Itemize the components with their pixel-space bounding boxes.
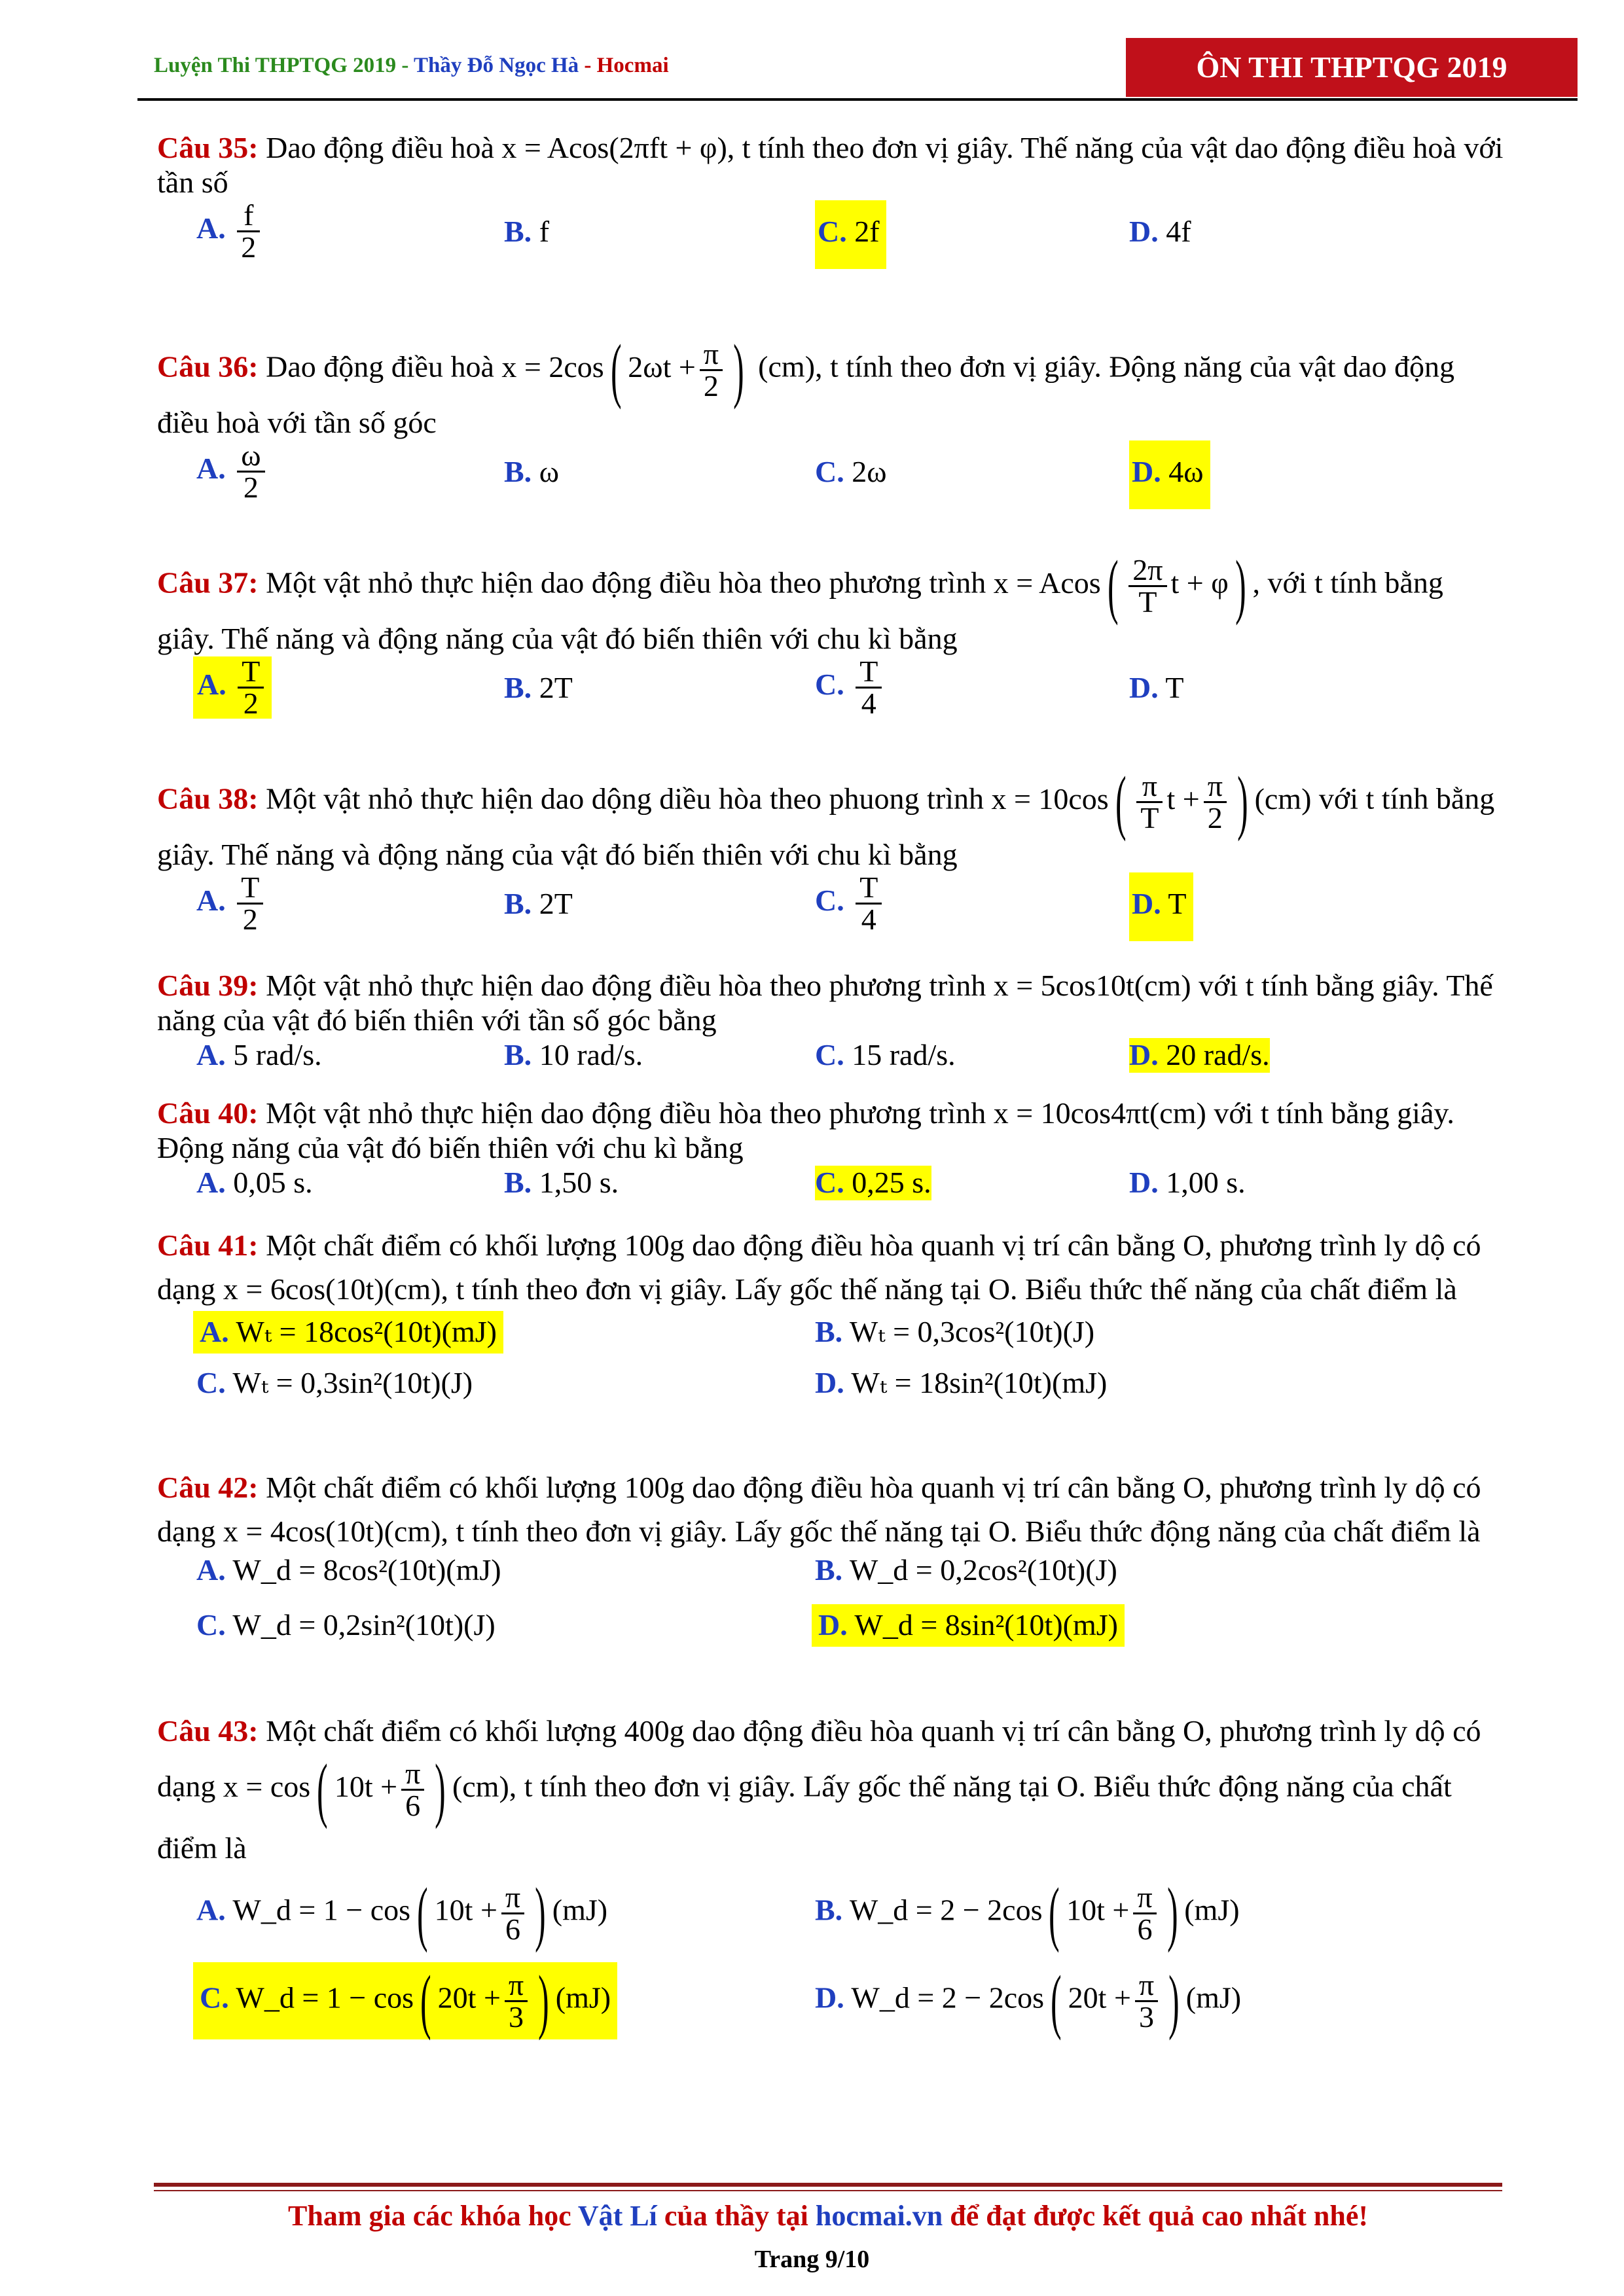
paren-close: ) [435,1749,446,1829]
question-stem-end: (cm), t tính theo đơn vị giây. Động năng của vật dao động điều hoà với tần số góc [157,350,1454,439]
eq-unit: (mJ) [552,1893,608,1927]
option-value: 1,00 s. [1166,1165,1246,1199]
question-stem: Một chất điểm có khối lượng 400g dao động điều hòa quanh vị trí cân bằng O, phương trình ly dộ có dạng [157,1714,1481,1803]
eq-unit: (cm) [452,1769,509,1803]
option-d[interactable] [815,1366,1107,1401]
question-stem-end: với t tính bằng giây. Động năng của vật đó biến thiên với chu kì bằng [157,1096,1454,1164]
option-d[interactable] [1129,671,1184,706]
question-42 [157,1466,1506,1708]
fraction [856,872,882,935]
fraction [237,200,260,262]
question-stem-end: , với t tính bằng giây. Thế năng và động năng của vật đó biến thiên với chu kì bằng [157,565,1443,655]
header-divider [137,98,1578,101]
numerator: π [401,1759,424,1791]
paren-open: ( [420,1961,431,2041]
option-value: 4ω [1168,454,1204,488]
question-label: Câu 39: [157,969,259,1002]
denominator: 3 [509,2000,524,2034]
eq-part: 10t + [334,1769,398,1803]
question-stem-end: , t tính theo đơn vị giây. Lấy gốc thế năng tại O. Biểu thức thế năng của chất điểm là [441,1272,1457,1306]
denominator: 6 [1137,1912,1153,1946]
denominator: T [1140,800,1159,834]
fraction [238,656,264,719]
option-letter: D. [1129,1165,1159,1199]
option-a-correct[interactable] [193,1311,503,1354]
option-letter: A. [200,1315,229,1349]
paren-open: ( [610,330,622,410]
option-b[interactable] [815,1315,1094,1350]
option-letter: A. [196,1037,226,1071]
numerator: π [1135,1970,1158,2002]
header-site: Hocmai [596,54,669,77]
question-stem: Một chất điểm có khối lượng 100g dao động điều hòa quanh vị trí cân bằng O, phương trình ly dộ có dạng [157,1229,1481,1306]
option-letter: D. [1129,214,1159,248]
fraction [501,1882,524,1945]
header-teacher: Thầy Đỗ Ngọc Hà [414,54,579,77]
eq-part: 20t + [1068,1981,1131,2015]
option-letter: B. [504,886,532,920]
option-letter: C. [815,667,844,701]
question-stem-end: , t tính theo đơn vị giây. Lấy gốc thế năng tại O. Biểu thức động năng của chất điểm là [441,1514,1481,1548]
option-letter: C. [815,1165,844,1199]
denominator: T [1138,584,1157,619]
option-letter: B. [815,1553,843,1587]
fraction [505,1967,528,2034]
option-d[interactable] [815,1961,1242,2041]
option-letter: B. [504,670,532,704]
options [157,1166,1506,1202]
eq-part: t + φ [1170,565,1229,600]
option-c-correct[interactable] [815,1166,931,1200]
option-value: W_d = 0,2sin²(10t)(J) [232,1608,496,1642]
option-letter: A. [196,211,226,245]
option-letter: B. [504,214,532,248]
paren-close: ) [1168,1961,1180,2041]
fraction [237,872,263,935]
eq-part: x = cos [223,1769,311,1803]
denominator: 2 [243,470,259,504]
fraction [401,1756,424,1822]
question-label: Câu 36: [157,350,259,384]
denominator: 6 [505,1912,521,1946]
denominator: 2 [1207,800,1223,834]
equation: x = 6cos(10t)(cm) [223,1272,441,1306]
option-b[interactable] [504,1038,643,1073]
header-sep: - [396,54,414,77]
question-text [157,1708,1506,1871]
question-stem-end: , t tính theo đơn vị giây. Thế năng của vật dao động điều hoà với tần số [157,131,1504,199]
equation [501,330,750,410]
option-letter: D. [1132,454,1161,488]
eq-part: 20t + [437,1981,501,2015]
question-label: Câu 38: [157,781,259,816]
numerator: π [700,339,723,371]
option-letter: D. [815,1366,844,1400]
eq-part: 10t + [434,1893,497,1927]
question-stem: Một vật nhỏ thực hiện dao động điều hòa theo phương trình [258,565,994,600]
option-letter: D. [1129,1037,1159,1071]
fraction [1133,1882,1156,1945]
paren-close: ) [1236,762,1248,842]
numerator: π [505,1970,528,2002]
footer-text: của thầy tại [657,2200,816,2232]
footer-text: để đạt được kết quả cao nhất nhé! [943,2200,1368,2232]
option-value: 4f [1166,214,1191,248]
option-value: W_d = 0,2cos²(10t)(J) [849,1553,1117,1587]
eq-part: x = 2cos [501,350,604,384]
fraction [1128,552,1166,619]
eq-unit: (mJ) [1184,1893,1240,1927]
fraction [856,656,882,719]
option-c[interactable] [815,1038,956,1073]
page-number: Trang 9/10 [754,2246,870,2273]
option-letter: D. [1132,886,1161,920]
header-course: Luyện Thi THPTQG 2019 [154,54,397,77]
option-a[interactable] [196,1038,322,1073]
footer-promo [154,2199,1502,2233]
equation: x = 4cos(10t)(cm) [223,1514,441,1548]
options [157,1038,1506,1074]
question-text [157,969,1506,1038]
eq-part: W_d = 1 − cos [232,1893,411,1927]
denominator: 2 [243,686,259,720]
option-a[interactable] [196,1553,501,1588]
fraction [1136,768,1163,834]
question-39 [157,969,1506,1096]
question-stem: Một vật nhỏ thực hiện dao động điều hòa theo phương trình [258,1096,994,1130]
option-letter: B. [815,1315,843,1349]
numerator: π [501,1882,524,1914]
question-stem-end: , t tính theo đơn vị giây. Lấy gốc thế năng tại O. Biểu thức động năng của chất điểm là [157,1769,1452,1865]
option-letter: C. [815,454,844,488]
paren-open: ( [1049,1873,1060,1953]
eq-part: 10t + [1066,1893,1130,1927]
eq-part: W_d = 1 − cos [236,1981,414,2015]
question-stem-end: với t tính bằng giây. Thế năng và động năng của vật đó biến thiên với chu kì bằng [157,781,1495,871]
option-letter: B. [504,1165,532,1199]
option-a[interactable] [196,200,264,262]
option-letter: C. [815,883,844,917]
option-b[interactable] [815,1873,1240,1953]
numerator: T [237,872,263,905]
option-letter: A. [196,451,226,485]
options [157,200,1506,272]
question-35 [157,131,1506,334]
option-value: 2T [539,670,573,704]
option-d-correct[interactable] [1129,872,1193,941]
paren-close: ) [535,1873,546,1953]
option-letter: B. [504,1037,532,1071]
option-value: 2T [539,886,573,920]
fraction-2 [1204,768,1227,834]
numerator: T [238,656,264,689]
question-stem: Một chất điểm có khối lượng 100g dao động điều hòa quanh vị trí cân bằng O, phương trình ly dộ có dạng [157,1471,1481,1548]
eq-unit: (cm) [1254,781,1312,816]
fraction [700,336,723,403]
option-value: 0,25 s. [852,1165,931,1199]
option-d[interactable] [1129,1166,1246,1200]
paren-open: ( [317,1749,328,1829]
eq-unit: (mJ) [555,1981,611,2015]
option-value: T [1165,670,1184,704]
paren-close: ) [733,330,744,410]
numerator: T [856,656,882,689]
question-label: Câu 35: [157,131,259,164]
option-b[interactable] [504,215,549,249]
question-stem: Dao động điều hoà [258,131,502,164]
question-40 [157,1096,1506,1224]
option-a[interactable] [196,872,267,935]
eq-part: t + [1166,781,1200,816]
option-value: W_d = 8cos²(10t)(mJ) [232,1553,501,1587]
option-c[interactable] [196,1608,496,1643]
option-value: 2ω [852,454,887,488]
option-letter: A. [196,1553,226,1587]
option-a[interactable] [196,1166,313,1200]
option-c[interactable] [815,455,887,490]
fraction [237,440,264,503]
question-38 [157,762,1506,969]
option-letter: D. [818,1608,848,1642]
option-value: Wₜ = 0,3sin²(10t)(J) [232,1366,473,1400]
question-stem: Một vật nhỏ thực hiện dao động điều hòa theo phương trình [258,969,994,1002]
question-36 [157,330,1506,550]
option-b[interactable] [815,1553,1117,1588]
question-text [157,131,1506,200]
option-d-correct[interactable] [1129,1038,1270,1073]
question-37 [157,546,1506,766]
option-c-correct[interactable] [193,1962,617,2039]
question-list [157,131,1506,2075]
fraction [1135,1967,1158,2034]
options [157,872,1506,944]
option-value: 10 rad/s. [539,1037,643,1071]
footer-divider-thin [154,2190,1502,2191]
header-left [154,54,669,78]
equation: x = 5cos10t(cm) [993,969,1191,1002]
footer-subject: Vật Lí [577,2200,657,2232]
paren-open: ( [1107,546,1119,626]
header-sep-2: - [579,54,597,77]
option-value: ω [539,454,559,488]
option-c[interactable] [196,1366,473,1401]
question-text [157,546,1506,656]
question-label: Câu 42: [157,1471,259,1504]
denominator: 6 [405,1788,421,1822]
header-banner: ÔN THI THPTQG 2019 [1126,38,1578,97]
option-b[interactable] [504,455,559,490]
option-letter: D. [815,1981,844,2015]
option-value: 5 rad/s. [233,1037,322,1071]
denominator: 4 [861,902,876,936]
option-letter: C. [815,1037,844,1071]
paren-open: ( [1051,1961,1062,2041]
question-stem-end: với t tính bằng giây. Thế năng của vật đó biến thiên với tần số góc bằng [157,969,1493,1037]
question-43 [157,1708,1506,2075]
option-a[interactable] [196,1873,608,1953]
equation [993,546,1253,626]
option-letter: C. [818,214,847,248]
option-b[interactable] [504,887,573,922]
option-value: Wₜ = 18sin²(10t)(mJ) [851,1366,1108,1400]
equation [223,1749,509,1829]
equation: x = 10cos4πt(cm) [993,1096,1206,1130]
numerator: π [1133,1882,1156,1914]
option-d-correct[interactable] [1129,440,1210,509]
question-text [157,762,1506,872]
numerator: π [1136,771,1163,803]
question-label: Câu 40: [157,1096,259,1130]
option-value: 1,50 s. [539,1165,619,1199]
eq-part: x = Acos [993,565,1101,600]
equation: x = Acos(2πft + φ) [501,131,727,164]
question-label: Câu 37: [157,565,259,600]
option-value: Wₜ = 0,3cos²(10t)(J) [849,1315,1095,1349]
options [157,440,1506,512]
denominator: 2 [241,230,257,264]
option-value: f [539,214,550,248]
option-letter: A. [196,883,226,917]
numerator: 2π [1128,555,1166,587]
option-value: 0,05 s. [233,1165,313,1199]
eq-part: W_d = 2 − 2cos [851,1981,1045,2015]
paren-close: ) [538,1961,549,2041]
paren-open: ( [1115,762,1127,842]
question-stem: Dao động điều hoà [258,350,502,384]
option-c-correct[interactable] [815,200,886,269]
option-c[interactable] [815,656,886,719]
option-b[interactable] [504,671,573,706]
question-41 [157,1224,1506,1466]
question-label: Câu 41: [157,1229,259,1262]
equation [991,762,1312,842]
option-value: 20 rad/s. [1166,1037,1270,1071]
question-text [157,330,1506,440]
question-text [157,1224,1506,1311]
option-letter: A. [196,1893,226,1927]
paren-open: ( [417,1873,428,1953]
option-value: 15 rad/s. [852,1037,956,1071]
footer-text: Tham gia các khóa học [288,2200,578,2232]
numerator: f [237,200,260,232]
option-letter: C. [196,1366,226,1400]
option-letter: C. [196,1608,226,1642]
option-value: W_d = 8sin²(10t)(mJ) [854,1608,1118,1642]
option-letter: A. [197,667,226,701]
option-a[interactable] [196,440,269,503]
footer-divider [154,2183,1502,2187]
denominator: 3 [1139,2000,1155,2034]
numerator: T [856,872,882,905]
option-letter: A. [196,1165,226,1199]
numerator: π [1204,771,1227,803]
eq-part: W_d = 2 − 2cos [849,1893,1043,1927]
question-text [157,1096,1506,1166]
option-d-correct[interactable] [812,1604,1125,1647]
paren-close: ) [1235,546,1246,626]
eq-unit: (mJ) [1185,1981,1242,2015]
option-letter: D. [1129,670,1159,704]
options [157,1311,1506,1416]
numerator: ω [237,440,264,473]
paren-close: ) [1166,1873,1178,1953]
option-c[interactable] [815,872,886,935]
question-text [157,1466,1506,1553]
question-label: Câu 43: [157,1714,259,1748]
option-b[interactable] [504,1166,619,1200]
option-letter: B. [815,1893,843,1927]
footer-site-link[interactable]: hocmai.vn [815,2200,943,2232]
options [157,656,1506,728]
eq-part: x = 10cos [991,781,1109,816]
denominator: 2 [242,902,258,936]
options [157,1873,1506,2073]
option-a-correct[interactable] [193,656,272,719]
eq-part: 2ωt + [628,350,696,384]
question-stem: Một vật nhỏ thực hiện dao dộng diều hòa theo phuong trình [258,781,992,816]
option-value: Wₜ = 18cos²(10t)(mJ) [236,1315,497,1349]
option-letter: B. [504,454,532,488]
option-value: T [1168,886,1187,920]
option-value: 2f [854,214,880,248]
option-d[interactable] [1129,215,1191,249]
denominator: 4 [861,686,876,720]
denominator: 2 [703,368,719,403]
options [157,1553,1506,1658]
option-letter: C. [200,1981,229,2015]
